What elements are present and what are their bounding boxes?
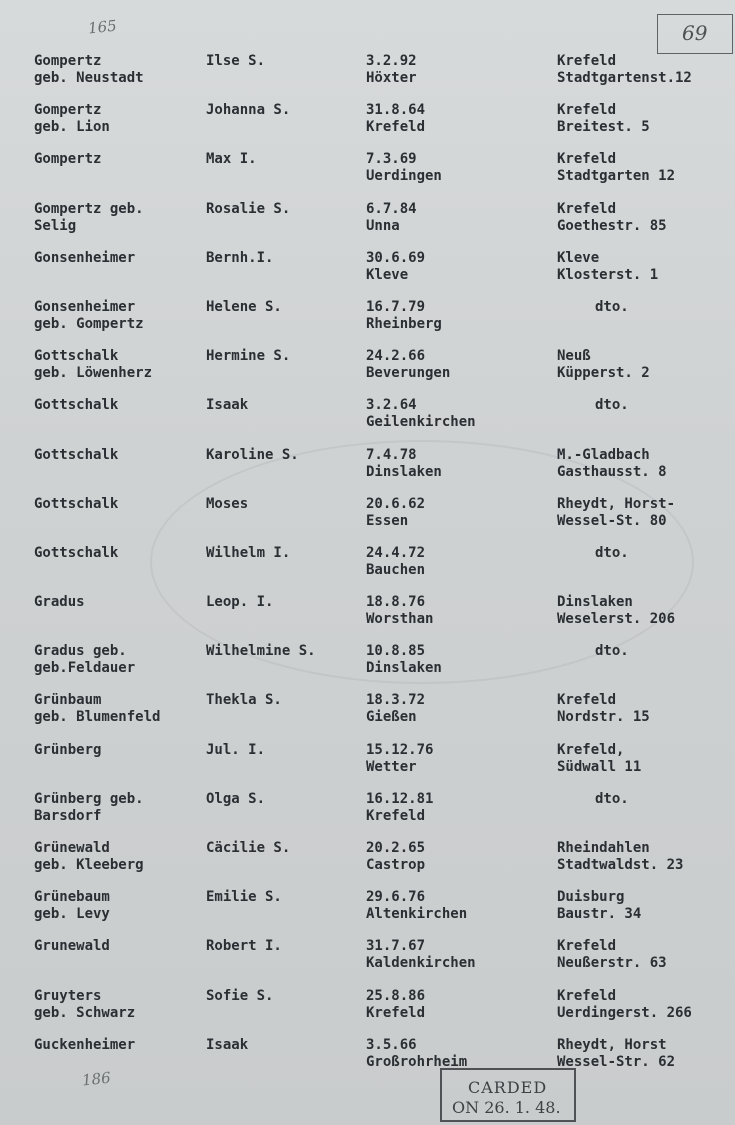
birth-cell-line-1: 20.2.65 xyxy=(366,840,426,856)
address-cell xyxy=(557,151,675,184)
surname-cell xyxy=(34,201,144,234)
address-cell-line-1: M.-Gladbach xyxy=(557,446,650,463)
list-item xyxy=(0,689,735,738)
birth-cell-line-2: Großrohrheim xyxy=(366,1053,468,1070)
stamp-line-1: CARDED xyxy=(468,1078,548,1097)
address-cell xyxy=(557,988,692,1021)
first-name-cell-text: Thekla S. xyxy=(206,692,282,709)
birth-cell-line-1: 30.6.69 xyxy=(366,249,426,266)
first-name-cell-text: Isaak xyxy=(206,397,249,414)
first-name-cell-text: Jul. I. xyxy=(206,741,266,758)
carded-stamp xyxy=(440,1068,576,1122)
first-name-cell-text: Karoline S. xyxy=(206,446,299,463)
address-cell xyxy=(557,742,641,775)
birth-cell-line-1: 3.5.66 xyxy=(366,1036,417,1053)
first-name-cell-text: Wilhelmine S. xyxy=(206,643,316,660)
address-cell-line-2: Breitest. 5 xyxy=(557,119,650,136)
list-item xyxy=(0,345,735,394)
birth-cell-line-1: 15.12.76 xyxy=(366,741,434,758)
address-cell-line-2: Wessel-St. 80 xyxy=(557,512,667,529)
address-cell xyxy=(557,938,667,971)
surname-cell xyxy=(34,545,118,562)
birth-cell-line-1: 31.8.64 xyxy=(366,102,426,119)
entry-list xyxy=(0,50,735,1083)
address-cell xyxy=(557,201,667,234)
page-number-box xyxy=(657,14,733,54)
birth-cell-line-2: Unna xyxy=(366,217,400,234)
address-cell xyxy=(557,791,629,808)
address-cell-line-1: Rheydt, Horst- xyxy=(557,495,676,512)
list-item xyxy=(0,148,735,197)
birth-cell-line-1: 7.3.69 xyxy=(366,151,417,168)
first-name-cell xyxy=(206,299,282,315)
list-item xyxy=(0,444,735,493)
first-name-cell-text: Isaak xyxy=(206,1036,249,1053)
surname-cell-line-1: Grunewald xyxy=(34,938,110,955)
surname-cell xyxy=(34,938,110,955)
surname-cell xyxy=(34,348,152,381)
first-name-cell-text: Wilhelm I. xyxy=(206,544,291,561)
first-name-cell xyxy=(206,102,290,118)
first-name-cell-text: Ilse S. xyxy=(206,53,266,69)
address-cell-line-2: Gasthausst. 8 xyxy=(557,463,667,480)
list-item xyxy=(0,640,735,689)
first-name-cell-text: Robert I. xyxy=(206,938,282,955)
surname-cell xyxy=(34,1037,135,1054)
first-name-cell xyxy=(206,397,248,413)
address-cell xyxy=(557,102,650,135)
address-cell-line-2: Wessel-Str. 62 xyxy=(557,1053,676,1070)
birth-cell-line-2: Krefeld xyxy=(366,807,426,824)
first-name-cell xyxy=(206,692,282,708)
list-item xyxy=(0,50,735,99)
address-cell xyxy=(557,496,675,529)
birth-cell-line-1: 20.6.62 xyxy=(366,495,426,512)
birth-cell xyxy=(366,397,476,430)
birth-cell xyxy=(366,545,425,578)
surname-cell xyxy=(34,791,144,824)
surname-cell xyxy=(34,643,135,676)
birth-cell xyxy=(366,742,433,775)
birth-cell-line-2: Beverungen xyxy=(366,365,451,382)
list-item xyxy=(0,99,735,148)
address-cell xyxy=(557,1037,675,1070)
address-cell-line-2: Stadtwaldst. 23 xyxy=(557,857,684,873)
first-name-cell-text: Olga S. xyxy=(206,790,266,807)
surname-cell xyxy=(34,250,135,267)
first-name-cell xyxy=(206,53,265,69)
first-name-cell xyxy=(206,348,290,364)
first-name-cell-text: Hermine S. xyxy=(206,348,291,365)
birth-cell xyxy=(366,643,442,676)
list-item xyxy=(0,837,735,886)
birth-cell-line-1: 18.3.72 xyxy=(366,692,426,709)
surname-cell-line-1: Gradus geb. xyxy=(34,643,127,660)
birth-cell xyxy=(366,496,425,529)
birth-cell xyxy=(366,250,425,283)
first-name-cell-text: Moses xyxy=(206,495,249,512)
address-cell xyxy=(557,250,658,283)
birth-cell xyxy=(366,1037,467,1070)
birth-cell-line-2: Altenkirchen xyxy=(366,906,468,923)
list-item xyxy=(0,247,735,296)
birth-cell xyxy=(366,791,433,824)
birth-cell-line-2: Kaldenkirchen xyxy=(366,955,476,972)
first-name-cell xyxy=(206,742,265,758)
address-cell-line-2: Goethestr. 85 xyxy=(557,217,667,234)
list-item xyxy=(0,985,735,1034)
birth-cell-line-2: Krefeld xyxy=(366,1004,426,1021)
address-cell-line-1: Krefeld xyxy=(557,151,617,168)
surname-cell-line-2: geb. Levy xyxy=(34,906,110,923)
list-item xyxy=(0,296,735,345)
surname-cell-line-2: geb. Löwenherz xyxy=(34,365,153,382)
surname-cell-line-1: Gruyters xyxy=(34,987,102,1004)
surname-cell xyxy=(34,988,135,1021)
address-cell xyxy=(557,447,667,480)
birth-cell xyxy=(366,53,417,86)
birth-cell-line-1: 16.12.81 xyxy=(366,790,434,807)
list-item xyxy=(0,394,735,443)
address-cell xyxy=(557,840,683,873)
first-name-cell xyxy=(206,201,290,217)
surname-cell-line-1: Gradus xyxy=(34,594,85,611)
birth-cell-line-2: Uerdingen xyxy=(366,168,442,185)
surname-cell-line-2: geb.Feldauer xyxy=(34,660,136,677)
address-cell-line-1: dto. xyxy=(595,643,629,660)
address-cell-line-1: dto. xyxy=(595,544,629,561)
address-cell xyxy=(557,643,629,660)
surname-cell-line-1: Gompertz xyxy=(34,53,102,69)
first-name-cell xyxy=(206,496,248,512)
surname-cell-line-2: geb. Blumenfeld xyxy=(34,709,161,726)
stamp-line-2: ON 26. 1. 48. xyxy=(452,1098,561,1117)
surname-cell xyxy=(34,447,118,464)
surname-cell xyxy=(34,742,101,759)
list-item xyxy=(0,886,735,935)
address-cell-line-2: Uerdingerst. 266 xyxy=(557,1004,692,1021)
birth-cell-line-2: Geilenkirchen xyxy=(366,414,476,431)
birth-cell xyxy=(366,988,425,1021)
handwritten-note-top: 165 xyxy=(87,16,118,38)
surname-cell-line-1: Gonsenheimer xyxy=(34,298,136,315)
first-name-cell xyxy=(206,840,290,856)
surname-cell xyxy=(34,151,101,168)
first-name-cell xyxy=(206,151,257,167)
first-name-cell-text: Emilie S. xyxy=(206,889,282,906)
birth-cell-line-1: 6.7.84 xyxy=(366,200,417,217)
birth-cell-line-2: Krefeld xyxy=(366,119,426,136)
address-cell xyxy=(557,299,629,316)
address-cell-line-1: Krefeld xyxy=(557,53,617,69)
address-cell-line-1: Krefeld xyxy=(557,692,617,709)
birth-cell xyxy=(366,299,442,332)
address-cell-line-1: dto. xyxy=(595,298,629,315)
surname-cell-line-1: Gottschalk xyxy=(34,495,119,512)
birth-cell-line-2: Dinslaken xyxy=(366,660,442,677)
first-name-cell-text: Bernh.I. xyxy=(206,249,274,266)
address-cell-line-2: Neußerstr. 63 xyxy=(557,955,667,972)
surname-cell-line-2: Selig xyxy=(34,217,77,234)
surname-cell-line-1: Guckenheimer xyxy=(34,1036,136,1053)
surname-cell xyxy=(34,102,110,135)
first-name-cell xyxy=(206,643,316,659)
list-item xyxy=(0,935,735,984)
address-cell-line-1: Duisburg xyxy=(557,889,625,906)
address-cell-line-1: Krefeld, xyxy=(557,741,625,758)
birth-cell-line-2: Worsthan xyxy=(366,611,434,628)
surname-cell-line-1: Grünewald xyxy=(34,840,110,856)
first-name-cell xyxy=(206,250,273,266)
surname-cell xyxy=(34,594,85,611)
surname-cell xyxy=(34,299,144,332)
birth-cell-line-1: 10.8.85 xyxy=(366,643,426,660)
address-cell xyxy=(557,889,641,922)
first-name-cell-text: Cäcilie S. xyxy=(206,840,291,856)
surname-cell xyxy=(34,840,144,873)
first-name-cell-text: Helene S. xyxy=(206,298,282,315)
address-cell xyxy=(557,397,629,414)
first-name-cell xyxy=(206,889,282,905)
address-cell-line-2: Nordstr. 15 xyxy=(557,709,650,726)
first-name-cell xyxy=(206,447,299,463)
address-cell-line-2: Stadtgartenst.12 xyxy=(557,70,692,86)
birth-cell-line-2: Höxter xyxy=(366,70,417,86)
list-item xyxy=(0,542,735,591)
address-cell-line-1: Krefeld xyxy=(557,938,617,955)
surname-cell-line-2: geb. Lion xyxy=(34,119,110,136)
birth-cell-line-2: Bauchen xyxy=(366,561,426,578)
birth-cell-line-1: 3.2.92 xyxy=(366,53,417,69)
birth-cell-line-1: 24.4.72 xyxy=(366,544,426,561)
address-cell xyxy=(557,348,650,381)
address-cell-line-1: dto. xyxy=(595,397,629,414)
birth-cell-line-1: 29.6.76 xyxy=(366,889,426,906)
birth-cell-line-2: Castrop xyxy=(366,857,426,873)
address-cell-line-1: Rheindahlen xyxy=(557,840,650,856)
address-cell-line-2: Küpperst. 2 xyxy=(557,365,650,382)
surname-cell-line-2: Barsdorf xyxy=(34,807,102,824)
first-name-cell xyxy=(206,938,282,954)
surname-cell-line-1: Gottschalk xyxy=(34,397,119,414)
surname-cell-line-1: Gottschalk xyxy=(34,446,119,463)
birth-cell xyxy=(366,151,442,184)
surname-cell-line-2: geb. Gompertz xyxy=(34,315,144,332)
list-item xyxy=(0,493,735,542)
surname-cell-line-1: Gompertz geb. xyxy=(34,200,144,217)
surname-cell-line-1: Gompertz xyxy=(34,151,102,168)
surname-cell-line-1: Grünberg geb. xyxy=(34,790,144,807)
surname-cell-line-2: geb. Neustadt xyxy=(34,70,144,86)
first-name-cell xyxy=(206,545,290,561)
birth-cell xyxy=(366,102,425,135)
address-cell xyxy=(557,545,629,562)
birth-cell xyxy=(366,692,425,725)
list-item xyxy=(0,591,735,640)
address-cell xyxy=(557,594,675,627)
birth-cell xyxy=(366,889,467,922)
address-cell-line-1: Krefeld xyxy=(557,987,617,1004)
address-cell xyxy=(557,53,692,86)
surname-cell xyxy=(34,496,118,513)
birth-cell-line-1: 25.8.86 xyxy=(366,987,426,1004)
surname-cell-line-2: geb. Kleeberg xyxy=(34,857,144,873)
birth-cell xyxy=(366,348,450,381)
surname-cell xyxy=(34,53,144,86)
surname-cell-line-1: Gottschalk xyxy=(34,348,119,365)
address-cell xyxy=(557,692,650,725)
birth-cell xyxy=(366,840,425,873)
birth-cell-line-1: 31.7.67 xyxy=(366,938,426,955)
address-cell-line-1: Kleve xyxy=(557,249,600,266)
surname-cell-line-1: Gonsenheimer xyxy=(34,249,136,266)
first-name-cell xyxy=(206,594,273,610)
surname-cell-line-2: geb. Schwarz xyxy=(34,1004,136,1021)
address-cell-line-1: Krefeld xyxy=(557,200,617,217)
first-name-cell-text: Leop. I. xyxy=(206,594,274,611)
address-cell-line-2: Stadtgarten 12 xyxy=(557,168,676,185)
surname-cell xyxy=(34,397,118,414)
page-number: 69 xyxy=(682,21,708,45)
handwritten-note-bottom: 186 xyxy=(81,1068,112,1090)
birth-cell-line-2: Essen xyxy=(366,512,409,529)
first-name-cell-text: Sofie S. xyxy=(206,987,274,1004)
birth-cell-line-2: Kleve xyxy=(366,266,409,283)
birth-cell-line-2: Rheinberg xyxy=(366,315,442,332)
first-name-cell-text: Max I. xyxy=(206,151,257,168)
birth-cell-line-1: 24.2.66 xyxy=(366,348,426,365)
birth-cell-line-1: 18.8.76 xyxy=(366,594,426,611)
surname-cell-line-1: Gompertz xyxy=(34,102,102,119)
address-cell-line-2: Südwall 11 xyxy=(557,758,642,775)
birth-cell-line-1: 3.2.64 xyxy=(366,397,417,414)
address-cell-line-1: Rheydt, Horst xyxy=(557,1036,667,1053)
surname-cell-line-1: Grünebaum xyxy=(34,889,110,906)
address-cell-line-1: Neuß xyxy=(557,348,591,365)
address-cell-line-2: Klosterst. 1 xyxy=(557,266,659,283)
address-cell-line-1: Krefeld xyxy=(557,102,617,119)
birth-cell-line-2: Dinslaken xyxy=(366,463,442,480)
birth-cell xyxy=(366,938,476,971)
address-cell-line-1: Dinslaken xyxy=(557,594,633,611)
birth-cell xyxy=(366,201,417,234)
surname-cell-line-1: Grünbaum xyxy=(34,692,102,709)
birth-cell xyxy=(366,594,433,627)
birth-cell xyxy=(366,447,442,480)
first-name-cell xyxy=(206,988,273,1004)
list-item xyxy=(0,788,735,837)
first-name-cell xyxy=(206,791,265,807)
first-name-cell xyxy=(206,1037,248,1053)
birth-cell-line-1: 16.7.79 xyxy=(366,298,426,315)
birth-cell-line-2: Gießen xyxy=(366,709,417,726)
birth-cell-line-1: 7.4.78 xyxy=(366,446,417,463)
surname-cell xyxy=(34,889,110,922)
surname-cell xyxy=(34,692,160,725)
list-item xyxy=(0,739,735,788)
address-cell-line-1: dto. xyxy=(595,790,629,807)
first-name-cell-text: Rosalie S. xyxy=(206,200,291,217)
first-name-cell-text: Johanna S. xyxy=(206,102,291,119)
address-cell-line-2: Baustr. 34 xyxy=(557,906,642,923)
surname-cell-line-1: Gottschalk xyxy=(34,544,119,561)
surname-cell-line-1: Grünberg xyxy=(34,741,102,758)
birth-cell-line-2: Wetter xyxy=(366,758,417,775)
address-cell-line-2: Weselerst. 206 xyxy=(557,611,676,628)
list-item xyxy=(0,198,735,247)
